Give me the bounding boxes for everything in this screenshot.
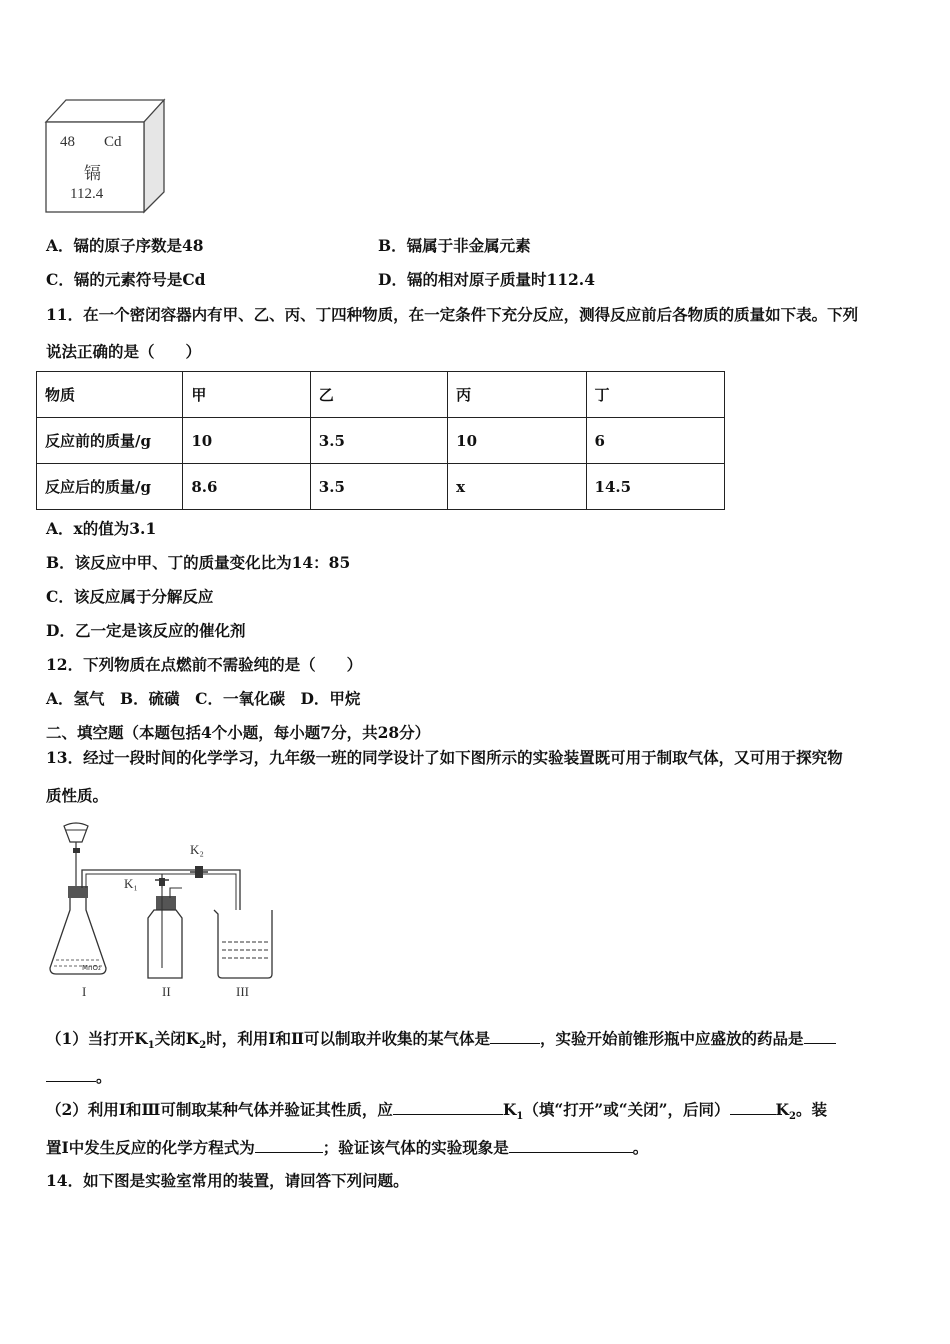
text-run: 时，利用Ⅰ和Ⅱ可以制取并收集的某气体是 xyxy=(206,1029,491,1048)
answer-blank[interactable] xyxy=(804,1027,836,1044)
answer-blank[interactable] xyxy=(730,1098,776,1115)
table-cell: 乙 xyxy=(310,372,447,418)
text-run: 置Ⅰ中发生反应的化学方程式为 xyxy=(46,1138,255,1157)
q13-part1-continued xyxy=(46,1065,112,1087)
text-run: ；验证该气体的实验现象是 xyxy=(322,1138,509,1157)
q11-option-b: B．该反应中甲、丁的质量变化比为14：85 xyxy=(46,553,351,572)
table-cell: 物质 xyxy=(37,372,183,418)
table-cell: 10 xyxy=(448,418,586,464)
table-cell: 3.5 xyxy=(310,464,447,510)
element-card-box xyxy=(40,96,170,218)
table-cell: 反应后的质量/g xyxy=(37,464,183,510)
k2-label: K₂ xyxy=(190,842,204,857)
atomic-number: 48 xyxy=(60,134,75,150)
table-row xyxy=(37,464,725,510)
q13-stem-line2: 质性质。 xyxy=(46,786,109,805)
subscript: 2 xyxy=(199,1040,207,1052)
text-run: K xyxy=(775,1100,790,1119)
atomic-mass: 112.4 xyxy=(70,186,104,202)
answer-blank[interactable] xyxy=(46,1065,96,1082)
table-cell: x xyxy=(448,464,586,510)
experiment-apparatus-figure xyxy=(42,818,287,1008)
answer-blank[interactable] xyxy=(255,1136,323,1153)
answer-blank[interactable] xyxy=(509,1136,633,1153)
subscript: 1 xyxy=(147,1040,155,1052)
q11-stem-line2: 说法正确的是（ ） xyxy=(46,342,202,361)
subscript: 1 xyxy=(516,1111,524,1123)
table-cell: 反应前的质量/g xyxy=(37,418,183,464)
table-row xyxy=(37,372,725,418)
q12-stem: 12．下列物质在点燃前不需验纯的是（ ） xyxy=(46,655,363,674)
table-cell: 6 xyxy=(586,418,724,464)
element-card-cadmium xyxy=(40,96,170,218)
section-title: 二、填空题（本题包括4个小题，每小题7分，共28分） xyxy=(46,723,431,742)
flask-reagent-label: MnO₂ xyxy=(82,964,101,972)
table-cell: 8.6 xyxy=(183,464,310,510)
text-run: 。 xyxy=(96,1067,112,1086)
q11-option-d: D．乙一定是该反应的催化剂 xyxy=(46,621,246,640)
text-run: ，实验开始前锥形瓶中应盛放的药品是 xyxy=(540,1029,804,1048)
q10-option-b: B．镉属于非金属元素 xyxy=(378,236,531,255)
table-cell: 甲 xyxy=(183,372,310,418)
apparatus-label-1: I xyxy=(82,984,87,999)
q13-part2-continued xyxy=(46,1136,648,1158)
text-run: （1）当打开K xyxy=(46,1029,148,1048)
q11-stem-line1: 11．在一个密闭容器内有甲、乙、丙、丁四种物质，在一定条件下充分反应，测得反应前后各物质的质量如下表。下列 xyxy=(46,305,859,324)
q14-stem: 14．如下图是实验室常用的装置，请回答下列问题。 xyxy=(46,1171,409,1190)
element-symbol: Cd xyxy=(104,134,122,150)
subscript: 2 xyxy=(789,1111,796,1123)
table-cell: 14.5 xyxy=(586,464,724,510)
text-run: （填“打开”或“关闭”，后同） xyxy=(523,1100,730,1119)
q10-option-a: A．镉的原子序数是48 xyxy=(46,236,204,255)
apparatus-label-3: III xyxy=(236,984,249,999)
q12-options: A．氢气 B．硫磺 C．一氧化碳 D．甲烷 xyxy=(46,689,361,708)
k1-label: K₁ xyxy=(124,876,138,891)
q11-option-a: A．x的值为3.1 xyxy=(46,519,157,538)
q11-mass-table xyxy=(36,371,725,510)
apparatus-drawing xyxy=(42,818,287,1008)
q13-part2 xyxy=(46,1098,827,1127)
q13-part1 xyxy=(46,1027,836,1056)
q10-option-d: D．镉的相对原子质量时112.4 xyxy=(378,270,595,289)
element-name: 镉 xyxy=(84,164,101,183)
table-cell: 丁 xyxy=(586,372,724,418)
text-run: 。 xyxy=(632,1138,649,1157)
q11-option-c: C．该反应属于分解反应 xyxy=(46,587,214,606)
text-run: K xyxy=(502,1100,517,1119)
table-cell: 丙 xyxy=(448,372,586,418)
table-cell: 10 xyxy=(183,418,310,464)
text-run: 关闭K xyxy=(154,1029,200,1048)
apparatus-label-2: II xyxy=(162,984,171,999)
text-run: （2）利用Ⅰ和Ⅲ可制取某种气体并验证其性质，应 xyxy=(46,1100,393,1119)
text-run: 。装 xyxy=(796,1100,828,1119)
table-cell: 3.5 xyxy=(310,418,447,464)
q10-option-c: C．镉的元素符号是Cd xyxy=(46,270,206,289)
table-row xyxy=(37,418,725,464)
q13-stem-line1: 13．经过一段时间的化学学习，九年级一班的同学设计了如下图所示的实验装置既可用于制取气体，又可用于探究物 xyxy=(46,748,843,767)
answer-blank[interactable] xyxy=(393,1098,503,1115)
answer-blank[interactable] xyxy=(490,1027,540,1044)
